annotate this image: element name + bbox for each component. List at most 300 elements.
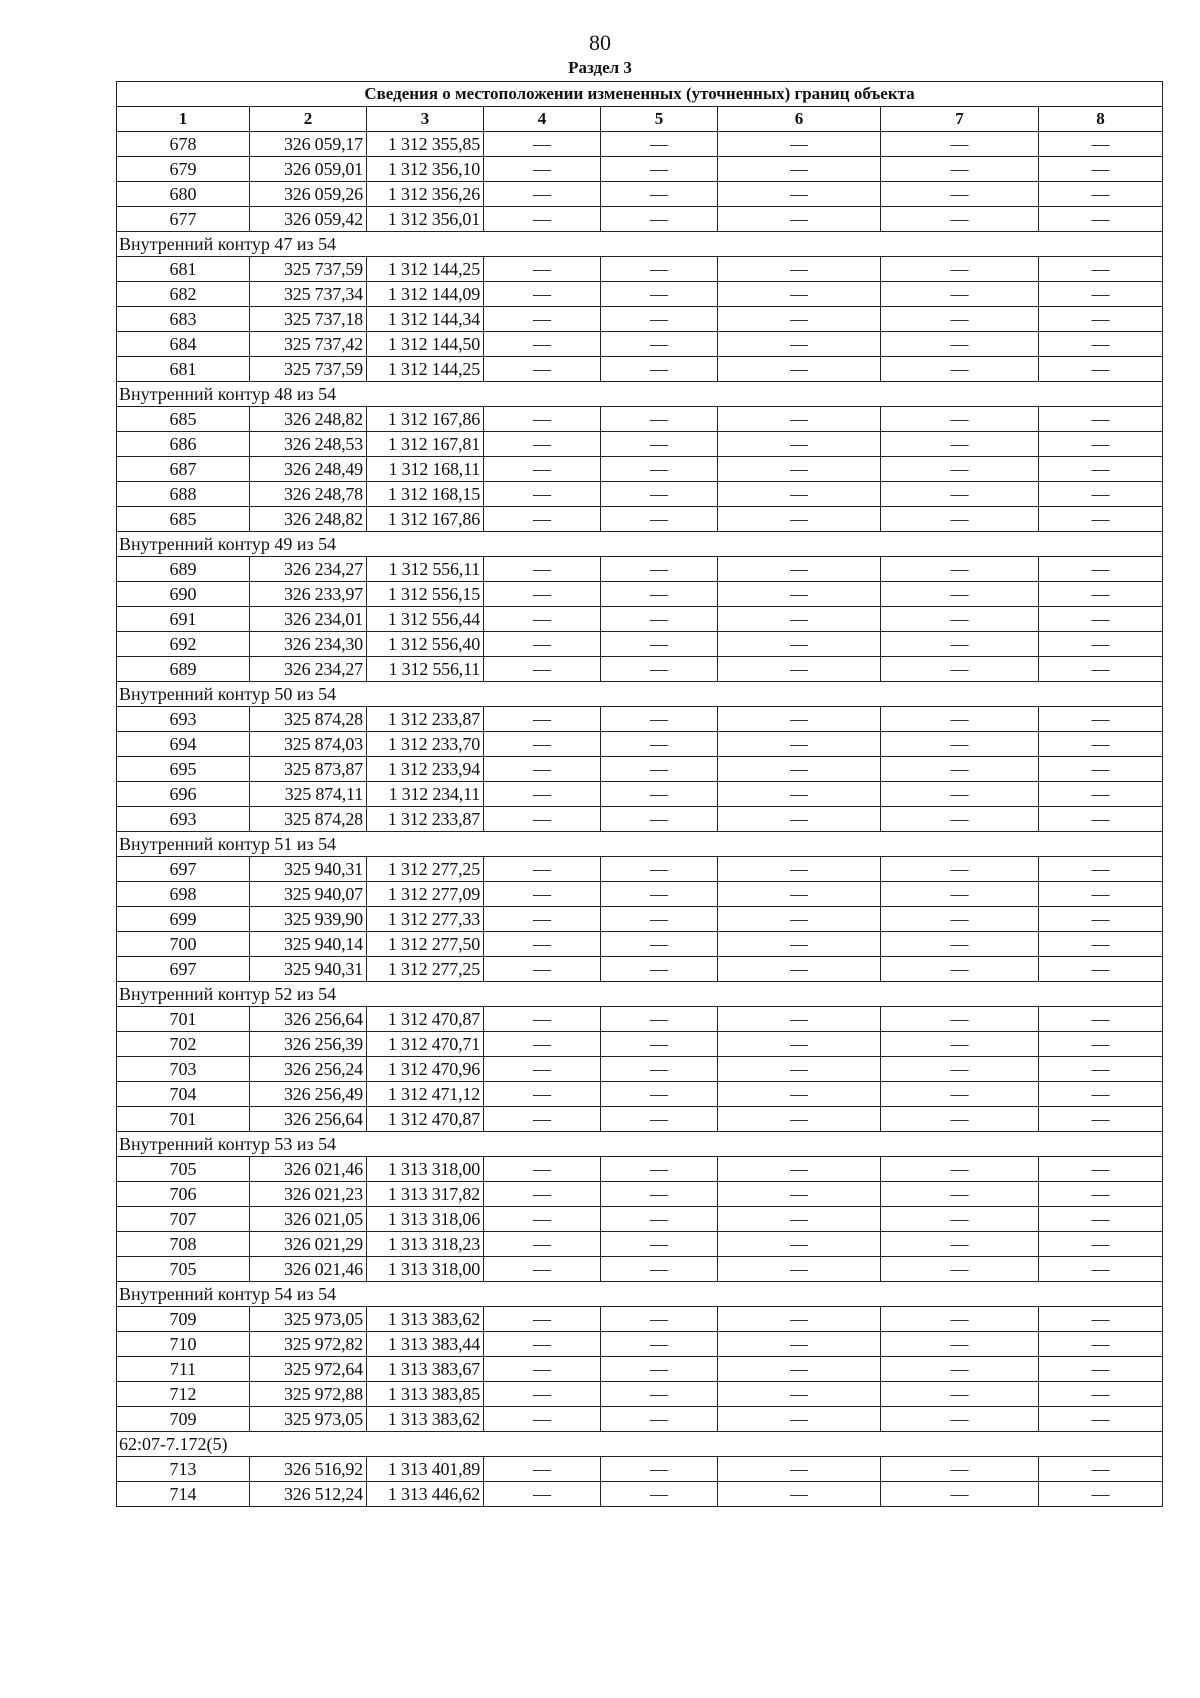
point-number: 697: [117, 857, 250, 882]
empty-cell: —: [1039, 457, 1163, 482]
contour-row: [117, 982, 1163, 1007]
coordinate-x: 325 874,28: [250, 807, 367, 832]
coordinate-y: 1 313 318,00: [367, 1257, 484, 1282]
coordinates-table: [116, 81, 1163, 1507]
empty-cell: —: [601, 907, 718, 932]
empty-cell: —: [881, 1332, 1039, 1357]
contour-row: [117, 382, 1163, 407]
empty-cell: —: [1039, 882, 1163, 907]
empty-cell: —: [1039, 807, 1163, 832]
coordinate-x: 326 021,23: [250, 1182, 367, 1207]
coordinate-y: 1 312 144,34: [367, 307, 484, 332]
empty-cell: —: [1039, 1482, 1163, 1507]
coordinate-y: 1 312 167,86: [367, 407, 484, 432]
contour-label: Внутренний контур 51 из 54: [117, 832, 1163, 857]
point-number: 698: [117, 882, 250, 907]
empty-cell: —: [881, 907, 1039, 932]
contour-row: [117, 682, 1163, 707]
empty-cell: —: [881, 1257, 1039, 1282]
empty-cell: —: [1039, 707, 1163, 732]
point-number: 710: [117, 1332, 250, 1357]
empty-cell: —: [718, 182, 881, 207]
empty-cell: —: [601, 332, 718, 357]
coordinate-x: 325 972,64: [250, 1357, 367, 1382]
table-body: [117, 132, 1163, 1507]
empty-cell: —: [718, 1207, 881, 1232]
empty-cell: —: [484, 332, 601, 357]
empty-cell: —: [601, 482, 718, 507]
coordinate-y: 1 312 356,01: [367, 207, 484, 232]
empty-cell: —: [1039, 1307, 1163, 1332]
empty-cell: —: [881, 207, 1039, 232]
empty-cell: —: [881, 1482, 1039, 1507]
contour-label: Внутренний контур 50 из 54: [117, 682, 1163, 707]
coordinate-x: 325 940,07: [250, 882, 367, 907]
coordinate-y: 1 312 233,87: [367, 707, 484, 732]
coordinate-x: 326 256,39: [250, 1032, 367, 1057]
coordinate-x: 326 234,30: [250, 632, 367, 657]
point-number: 683: [117, 307, 250, 332]
coordinate-y: 1 312 144,09: [367, 282, 484, 307]
empty-cell: —: [881, 1007, 1039, 1032]
coordinate-y: 1 312 470,71: [367, 1032, 484, 1057]
point-row: [117, 1257, 1163, 1282]
point-number: 681: [117, 257, 250, 282]
empty-cell: —: [1039, 1107, 1163, 1132]
point-number: 693: [117, 807, 250, 832]
coordinate-y: 1 312 470,96: [367, 1057, 484, 1082]
empty-cell: —: [484, 1332, 601, 1357]
point-row: [117, 1107, 1163, 1132]
point-number: 697: [117, 957, 250, 982]
empty-cell: —: [1039, 132, 1163, 157]
empty-cell: —: [881, 707, 1039, 732]
point-row: [117, 1357, 1163, 1382]
empty-cell: —: [1039, 1257, 1163, 1282]
point-number: 695: [117, 757, 250, 782]
empty-cell: —: [1039, 307, 1163, 332]
coordinate-y: 1 313 383,62: [367, 1307, 484, 1332]
empty-cell: —: [881, 957, 1039, 982]
empty-cell: —: [601, 457, 718, 482]
coordinate-y: 1 312 277,33: [367, 907, 484, 932]
coordinate-y: 1 312 556,40: [367, 632, 484, 657]
coordinate-x: 326 021,46: [250, 1157, 367, 1182]
coordinate-x: 326 248,82: [250, 407, 367, 432]
coordinate-y: 1 312 234,11: [367, 782, 484, 807]
coordinate-y: 1 312 470,87: [367, 1107, 484, 1132]
column-header-row: [117, 107, 1163, 132]
empty-cell: —: [718, 357, 881, 382]
empty-cell: —: [718, 332, 881, 357]
coordinate-x: 325 737,18: [250, 307, 367, 332]
point-number: 702: [117, 1032, 250, 1057]
column-header: 3: [367, 107, 484, 132]
coordinate-x: 325 972,88: [250, 1382, 367, 1407]
contour-row: [117, 832, 1163, 857]
empty-cell: —: [718, 207, 881, 232]
empty-cell: —: [484, 1082, 601, 1107]
point-row: [117, 257, 1163, 282]
empty-cell: —: [601, 807, 718, 832]
coordinate-y: 1 312 168,15: [367, 482, 484, 507]
contour-row: [117, 1432, 1163, 1457]
point-row: [117, 282, 1163, 307]
empty-cell: —: [718, 407, 881, 432]
empty-cell: —: [718, 132, 881, 157]
empty-cell: —: [718, 1057, 881, 1082]
coordinate-x: 326 516,92: [250, 1457, 367, 1482]
empty-cell: —: [601, 607, 718, 632]
contour-label: Внутренний контур 54 из 54: [117, 1282, 1163, 1307]
coordinate-x: 326 248,49: [250, 457, 367, 482]
coordinate-y: 1 312 355,85: [367, 132, 484, 157]
coordinate-x: 325 737,59: [250, 257, 367, 282]
point-row: [117, 632, 1163, 657]
contour-label: Внутренний контур 53 из 54: [117, 1132, 1163, 1157]
coordinate-y: 1 312 556,11: [367, 557, 484, 582]
point-row: [117, 1382, 1163, 1407]
empty-cell: —: [1039, 1157, 1163, 1182]
empty-cell: —: [484, 557, 601, 582]
point-row: [117, 1332, 1163, 1357]
empty-cell: —: [484, 657, 601, 682]
point-number: 685: [117, 507, 250, 532]
point-row: [117, 557, 1163, 582]
point-row: [117, 1232, 1163, 1257]
point-row: [117, 332, 1163, 357]
empty-cell: —: [601, 582, 718, 607]
empty-cell: —: [484, 407, 601, 432]
coordinate-y: 1 312 167,81: [367, 432, 484, 457]
empty-cell: —: [718, 157, 881, 182]
empty-cell: —: [601, 1457, 718, 1482]
empty-cell: —: [484, 907, 601, 932]
empty-cell: —: [484, 1057, 601, 1082]
point-number: 691: [117, 607, 250, 632]
empty-cell: —: [484, 182, 601, 207]
point-number: 689: [117, 657, 250, 682]
empty-cell: —: [1039, 432, 1163, 457]
point-number: 699: [117, 907, 250, 932]
coordinate-y: 1 312 233,87: [367, 807, 484, 832]
empty-cell: —: [601, 857, 718, 882]
empty-cell: —: [718, 1482, 881, 1507]
column-header: 2: [250, 107, 367, 132]
empty-cell: —: [1039, 1332, 1163, 1357]
empty-cell: —: [1039, 407, 1163, 432]
empty-cell: —: [601, 1382, 718, 1407]
point-number: 689: [117, 557, 250, 582]
empty-cell: —: [484, 1457, 601, 1482]
empty-cell: —: [881, 1382, 1039, 1407]
empty-cell: —: [1039, 1232, 1163, 1257]
empty-cell: —: [484, 1307, 601, 1332]
point-number: 682: [117, 282, 250, 307]
empty-cell: —: [601, 432, 718, 457]
point-row: [117, 507, 1163, 532]
empty-cell: —: [718, 757, 881, 782]
point-number: 681: [117, 357, 250, 382]
empty-cell: —: [718, 882, 881, 907]
empty-cell: —: [881, 457, 1039, 482]
empty-cell: —: [484, 1407, 601, 1432]
point-number: 701: [117, 1107, 250, 1132]
coordinate-x: 325 973,05: [250, 1407, 367, 1432]
empty-cell: —: [718, 557, 881, 582]
point-row: [117, 1007, 1163, 1032]
coordinate-x: 325 940,14: [250, 932, 367, 957]
empty-cell: —: [881, 582, 1039, 607]
point-number: 693: [117, 707, 250, 732]
empty-cell: —: [881, 1057, 1039, 1082]
coordinate-y: 1 312 556,44: [367, 607, 484, 632]
empty-cell: —: [484, 757, 601, 782]
coordinate-y: 1 312 144,50: [367, 332, 484, 357]
empty-cell: —: [1039, 857, 1163, 882]
point-number: 712: [117, 1382, 250, 1407]
empty-cell: —: [484, 282, 601, 307]
coordinate-y: 1 313 318,06: [367, 1207, 484, 1232]
empty-cell: —: [484, 207, 601, 232]
coordinate-x: 325 874,11: [250, 782, 367, 807]
empty-cell: —: [601, 757, 718, 782]
empty-cell: —: [1039, 1207, 1163, 1232]
empty-cell: —: [484, 132, 601, 157]
empty-cell: —: [1039, 1357, 1163, 1382]
empty-cell: —: [601, 357, 718, 382]
coordinate-x: 326 059,26: [250, 182, 367, 207]
contour-row: [117, 232, 1163, 257]
coordinate-y: 1 312 277,09: [367, 882, 484, 907]
coordinate-x: 326 248,78: [250, 482, 367, 507]
empty-cell: —: [484, 707, 601, 732]
point-row: [117, 732, 1163, 757]
point-row: [117, 757, 1163, 782]
coordinate-y: 1 312 556,15: [367, 582, 484, 607]
point-row: [117, 907, 1163, 932]
coordinate-y: 1 313 383,67: [367, 1357, 484, 1382]
point-number: 704: [117, 1082, 250, 1107]
empty-cell: —: [718, 782, 881, 807]
empty-cell: —: [601, 1407, 718, 1432]
coordinate-x: 326 248,53: [250, 432, 367, 457]
point-row: [117, 932, 1163, 957]
empty-cell: —: [718, 607, 881, 632]
empty-cell: —: [881, 1157, 1039, 1182]
empty-cell: —: [718, 482, 881, 507]
empty-cell: —: [601, 282, 718, 307]
contour-label: Внутренний контур 47 из 54: [117, 232, 1163, 257]
contour-label: Внутренний контур 52 из 54: [117, 982, 1163, 1007]
point-number: 679: [117, 157, 250, 182]
point-number: 678: [117, 132, 250, 157]
coordinate-y: 1 312 277,25: [367, 857, 484, 882]
empty-cell: —: [718, 507, 881, 532]
empty-cell: —: [484, 882, 601, 907]
empty-cell: —: [484, 257, 601, 282]
coordinate-y: 1 312 168,11: [367, 457, 484, 482]
empty-cell: —: [484, 607, 601, 632]
empty-cell: —: [881, 607, 1039, 632]
column-header: 4: [484, 107, 601, 132]
point-row: [117, 207, 1163, 232]
coordinate-y: 1 312 144,25: [367, 357, 484, 382]
point-row: [117, 782, 1163, 807]
empty-cell: —: [881, 257, 1039, 282]
empty-cell: —: [1039, 1182, 1163, 1207]
coordinate-x: 326 021,29: [250, 1232, 367, 1257]
empty-cell: —: [484, 957, 601, 982]
coordinate-y: 1 312 356,10: [367, 157, 484, 182]
empty-cell: —: [1039, 732, 1163, 757]
point-row: [117, 482, 1163, 507]
empty-cell: —: [881, 1232, 1039, 1257]
empty-cell: —: [718, 657, 881, 682]
point-number: 687: [117, 457, 250, 482]
coordinate-x: 325 737,59: [250, 357, 367, 382]
empty-cell: —: [718, 857, 881, 882]
empty-cell: —: [1039, 957, 1163, 982]
coordinate-x: 325 737,34: [250, 282, 367, 307]
point-number: 709: [117, 1407, 250, 1432]
empty-cell: —: [1039, 1407, 1163, 1432]
empty-cell: —: [601, 257, 718, 282]
empty-cell: —: [601, 1182, 718, 1207]
point-number: 705: [117, 1257, 250, 1282]
coordinate-x: 326 059,17: [250, 132, 367, 157]
empty-cell: —: [484, 807, 601, 832]
empty-cell: —: [484, 457, 601, 482]
empty-cell: —: [484, 157, 601, 182]
empty-cell: —: [601, 1482, 718, 1507]
empty-cell: —: [601, 932, 718, 957]
empty-cell: —: [718, 1107, 881, 1132]
point-row: [117, 407, 1163, 432]
empty-cell: —: [718, 1307, 881, 1332]
point-number: 688: [117, 482, 250, 507]
point-row: [117, 357, 1163, 382]
point-number: 709: [117, 1307, 250, 1332]
empty-cell: —: [601, 782, 718, 807]
coordinate-y: 1 313 446,62: [367, 1482, 484, 1507]
empty-cell: —: [1039, 257, 1163, 282]
empty-cell: —: [1039, 182, 1163, 207]
empty-cell: —: [601, 707, 718, 732]
empty-cell: —: [881, 482, 1039, 507]
empty-cell: —: [718, 957, 881, 982]
empty-cell: —: [1039, 1457, 1163, 1482]
empty-cell: —: [1039, 1082, 1163, 1107]
empty-cell: —: [601, 957, 718, 982]
coordinate-x: 325 873,87: [250, 757, 367, 782]
empty-cell: —: [1039, 757, 1163, 782]
coordinate-x: 326 256,24: [250, 1057, 367, 1082]
empty-cell: —: [601, 1332, 718, 1357]
empty-cell: —: [484, 857, 601, 882]
empty-cell: —: [881, 1407, 1039, 1432]
coordinate-x: 326 021,46: [250, 1257, 367, 1282]
empty-cell: —: [601, 1157, 718, 1182]
table-caption: Сведения о местоположении измененных (уточненных) границ объекта: [117, 82, 1163, 107]
empty-cell: —: [881, 407, 1039, 432]
point-row: [117, 657, 1163, 682]
point-row: [117, 157, 1163, 182]
point-number: 708: [117, 1232, 250, 1257]
coordinate-x: 325 940,31: [250, 857, 367, 882]
empty-cell: —: [601, 307, 718, 332]
empty-cell: —: [1039, 1007, 1163, 1032]
empty-cell: —: [881, 182, 1039, 207]
coordinate-y: 1 312 277,50: [367, 932, 484, 957]
column-header: 1: [117, 107, 250, 132]
column-header: 7: [881, 107, 1039, 132]
empty-cell: —: [484, 1207, 601, 1232]
empty-cell: —: [718, 1232, 881, 1257]
empty-cell: —: [718, 1182, 881, 1207]
empty-cell: —: [881, 657, 1039, 682]
empty-cell: —: [718, 1032, 881, 1057]
point-number: 690: [117, 582, 250, 607]
empty-cell: —: [881, 857, 1039, 882]
empty-cell: —: [1039, 657, 1163, 682]
point-number: 703: [117, 1057, 250, 1082]
empty-cell: —: [1039, 157, 1163, 182]
point-row: [117, 132, 1163, 157]
coordinate-x: 326 234,01: [250, 607, 367, 632]
empty-cell: —: [1039, 482, 1163, 507]
empty-cell: —: [881, 1082, 1039, 1107]
point-row: [117, 1307, 1163, 1332]
contour-row: [117, 1282, 1163, 1307]
point-number: 711: [117, 1357, 250, 1382]
contour-row: [117, 532, 1163, 557]
point-number: 714: [117, 1482, 250, 1507]
point-row: [117, 607, 1163, 632]
coordinate-x: 325 973,05: [250, 1307, 367, 1332]
coordinate-y: 1 313 383,44: [367, 1332, 484, 1357]
empty-cell: —: [601, 1257, 718, 1282]
point-row: [117, 182, 1163, 207]
empty-cell: —: [881, 157, 1039, 182]
empty-cell: —: [484, 1007, 601, 1032]
point-row: [117, 307, 1163, 332]
coordinate-y: 1 313 317,82: [367, 1182, 484, 1207]
empty-cell: —: [718, 257, 881, 282]
point-row: [117, 457, 1163, 482]
empty-cell: —: [881, 282, 1039, 307]
point-number: 694: [117, 732, 250, 757]
empty-cell: —: [601, 182, 718, 207]
empty-cell: —: [601, 882, 718, 907]
coordinate-x: 326 512,24: [250, 1482, 367, 1507]
empty-cell: —: [484, 632, 601, 657]
empty-cell: —: [718, 1457, 881, 1482]
coordinate-x: 326 021,05: [250, 1207, 367, 1232]
coordinate-x: 326 234,27: [250, 557, 367, 582]
contour-label: Внутренний контур 49 из 54: [117, 532, 1163, 557]
empty-cell: —: [718, 632, 881, 657]
empty-cell: —: [484, 1482, 601, 1507]
empty-cell: —: [718, 932, 881, 957]
empty-cell: —: [881, 507, 1039, 532]
point-row: [117, 1482, 1163, 1507]
empty-cell: —: [601, 1207, 718, 1232]
point-row: [117, 1207, 1163, 1232]
contour-label: Внутренний контур 48 из 54: [117, 382, 1163, 407]
empty-cell: —: [881, 1107, 1039, 1132]
page-number: 80: [589, 30, 611, 55]
